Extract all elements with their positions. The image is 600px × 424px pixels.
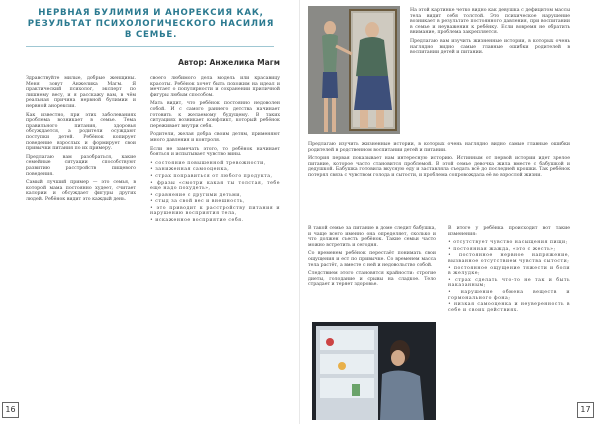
paragraph: Если не замечать этого, то ребёнок начинает бояться и испытывает чувство вины. [150,146,280,158]
mirror-illustration [308,6,400,134]
right-page [300,0,600,424]
list-item: • постоянное ощущение тяжести и боли в желудке; [448,265,570,277]
paragraph: Самый лучший пример — это семья, в которой мама постоянно худеет, считает калории и обсуждает фигуры других людей. Ребёнок видит это каждый день. [26,180,136,202]
paragraph: В такой семье за питание в доме следит бабушка, и чаще всего именно она определяет, сколько и что должен съесть ребёнок. Такие семьи часто можно встретить и сегодня. [308,226,436,248]
paragraph: Мать видит, что ребёнок постоянно недоволен собой. И с самого раннего детства начинает готовить к желаемому будущему. В таких ситуациях возникает конфликт, который ребёнок переживает внутри себя. [150,101,280,129]
list-item: • отсутствует чувство насыщения пищи; [448,240,568,246]
paragraph: В итоге у ребёнка происходит вот такие изменения: [448,226,570,237]
right-column-left [308,226,436,291]
paragraph: Предлагаю вам изучить жизненные истории, в которых очень наглядно видно самые главные ошибки родителей в воспитании детей и питании. [410,38,570,56]
paragraph: Следствием этого становятся крайности: строгие диеты, голодание и срывы на сладкое. Тело страдает и теряет здоровье. [308,271,436,288]
list-item: • постоянное нервное напряжение, вызванное отсутствием чувства сытости; [448,253,570,264]
right-column-top [410,8,570,59]
list-item: • состояние повышенной тревожности, [150,160,266,166]
paragraph: Предлагаю вам разобраться, какие семейные ситуации способствуют развитию расстройств пищевого поведения. [26,154,136,177]
page-number-left: 16 [2,402,19,418]
list-item: • заниженная самооценка, [150,167,230,173]
fridge-photo [312,322,436,420]
list-item: • нарушение обмена веществ и гормонального фона; [448,289,570,301]
paragraph: Со временем ребёнок перестаёт понимать свои ощущения и ест по привычке. Со временем масса тела растёт, а вместе с ней и недовольство собой. [308,251,436,268]
bullet-list [448,240,570,313]
paragraph: Родители, желая добра своим детям, применяют много давления и контроля. [150,132,280,143]
paragraph: Как известно, при этих заболеваниях проблема возникает в семье. Тема правильного питания, здоровья обсуждается, а родители осуждают поступки детей. Ребёнок копирует поведение взрослых и формирует свои привычки питания по их примеру. [26,112,136,152]
left-column-2 [150,76,280,225]
paragraph: своего любимого дела модель или красавицу красоты. Ребёнок хочет быть похожим на идеал и мечтает о популярности и сохранении приличной фигуры любым способом. [150,76,280,98]
list-item: • низкая самооценка и неуверенность в себе и своих действиях. [448,302,570,313]
right-column-right [448,226,570,314]
list-item: • сравнение с другими детьми, [150,192,242,198]
article-title: НЕРВНАЯ БУЛИМИЯ И АНОРЕКСИЯ КАК, РЕЗУЛЬТАТ ПСИХОЛОГИЧЕСКОГО НАСИЛИЯ В СЕМЬЕ. [27,8,275,40]
page-number-right: 17 [577,402,594,418]
list-item: • фразы «смотри какая ты толстая, тебе еще надо похудеть», [150,180,280,192]
right-column-middle [308,142,570,182]
bullet-list [150,161,280,224]
list-item: • стыд за свой вес и внешность, [150,199,245,205]
list-item: • постоянная жажда, «это с жесть»; [448,246,556,252]
paragraph: История первая показывает нам интересную историю. Истинным от первой истории идет зрелое питание, которое часто становится проблемой. В этой семье девочка жила вместе с бабушкой и дедушкой. Бабушка готовила вкусную еду и заставляла съедать всё до последней крошки. Так ребёнок потерял связь с чувством голода и сытости, и проблема сопровождала её во взрослой жизни. [308,156,570,178]
list-item: • страх поправиться от любого продукта, [150,173,273,179]
paragraph: Здравствуйте милые, добрые женщины. Меня зовут Анжелика Магм. Я практический психолог, эксперт по лишнему весу, и я расскажу вам, в чём реальная причина нервной булимии и нервной анорексии. [26,76,136,109]
list-item: • это приводит к расстройству питания и нарушению восприятия тела, [150,205,280,217]
mirror-photo [308,6,400,134]
paragraph: На этой картинке четко видно как девушка с дефицитом массы тела видит себя толстой. Это психическое нарушение возникает в результате постоянного давления, при воспитании в семье и неуважения к ребёнку. Если вовремя не обратить внимание, проблема закрепляется. [410,8,570,36]
list-item: • страх сделать что-то не так и быть наказанным; [448,277,570,289]
author-byline: Автор: Анжелика Магм [178,58,280,67]
list-item: • искаженное восприятие себя. [150,218,244,224]
paragraph: Предлагаю изучить жизненные истории, в которых очень наглядно видно самые главные ошибки родителей в родственном воспитании детей и питании. [308,142,570,153]
title-divider [26,46,274,47]
fridge-illustration [312,322,436,420]
left-column-1 [26,76,136,205]
